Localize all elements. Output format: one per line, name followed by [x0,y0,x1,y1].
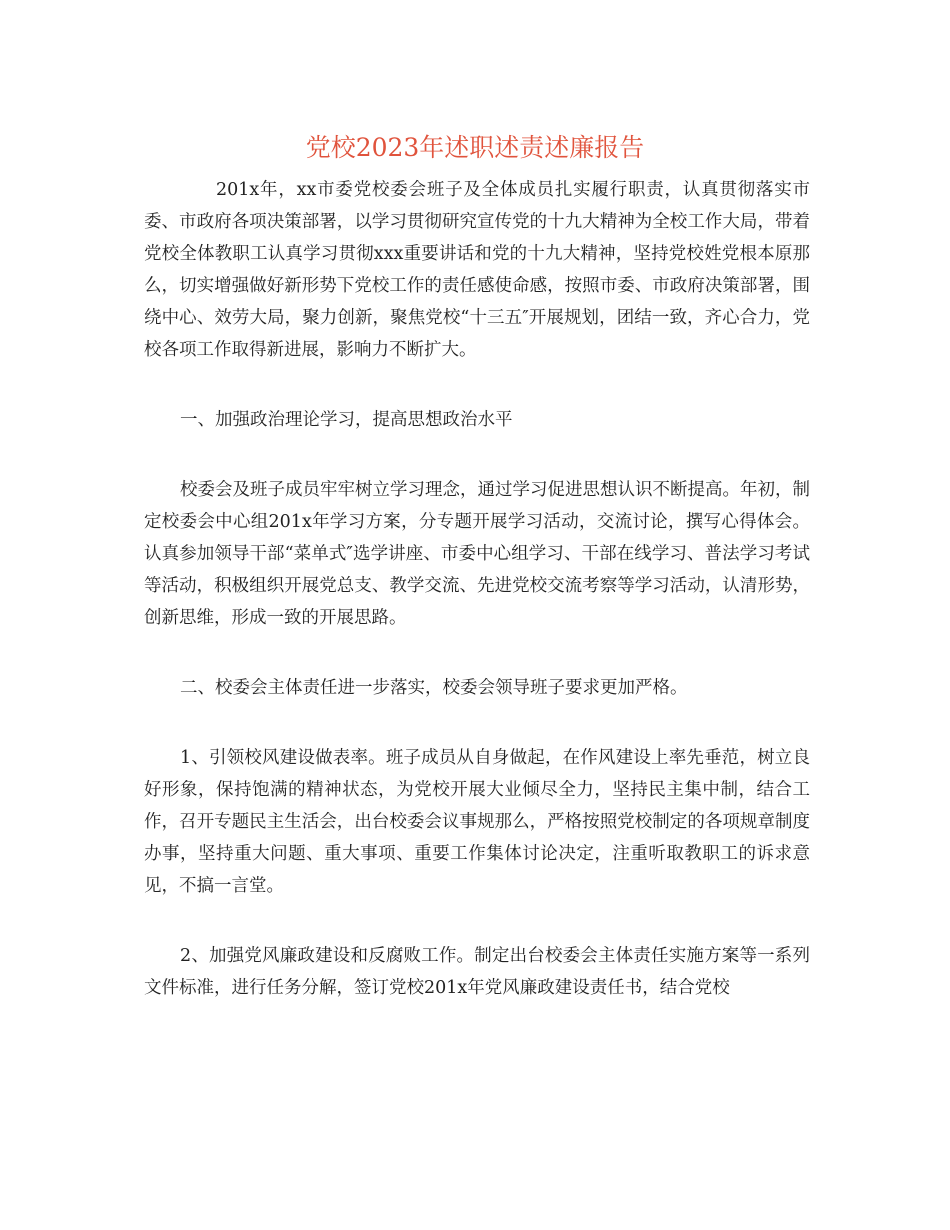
section-2-item-2-paragraph: 2、加强党风廉政建设和反腐败工作。制定出台校委会主体责任实施方案等一系列文件标准，进行任务分解，签订党校201x年党风廉政建设责任书，结合党校 [144,946,810,998]
page-title: 党校2023年述职述责述廉报告 [305,133,645,162]
section-heading-2: 二、校委会主体责任进一步落实，校委会领导班子要求更加严格。 [180,678,688,698]
section-2-item-1-paragraph: 1、引领校风建设做表率。班子成员从自身做起，在作风建设上率先垂范，树立良好形象，保持饱满的精神状态，为党校开展大业倾尽全力，坚持民主集中制，结合工作，召开专题民主生活会，出台校委会议事规那么，严格按照党校制定的各项规章制度办事，坚持重大问题、重大事项、重要工作集体讨论决定，注重听取教职工的诉求意见，不搞一言堂。 [144,748,810,896]
document-body [144,174,810,1042]
section-heading-1: 一、加强政治理论学习，提高思想政治水平 [180,410,513,430]
intro-paragraph: 201x年，xx市委党校委会班子及全体成员扎实履行职责，认真贯彻落实市委、市政府各项决策部署，以学习贯彻研究宣传党的十九大精神为全校工作大局，带着党校全体教职工认真学习贯彻xxx重要讲话和党的十九大精神，坚持党校姓党根本原那么，切实增强做好新形势下党校工作的责任感使命感，按照市委、市政府决策部署，围绕中心、效劳大局，聚力创新，聚焦党校“十三五″开展规划，团结一致，齐心合力，党校各项工作取得新进展，影响力不断扩大。 [144,180,810,360]
section-1-paragraph: 校委会及班子成员牢牢树立学习理念，通过学习促进思想认识不断提高。年初，制定校委会中心组201x年学习方案，分专题开展学习活动，交流讨论，撰写心得体会。认真参加领导干部“菜单式″选学讲座、市委中心组学习、干部在线学习、普法学习考试等活动，积极组织开展党总支、教学交流、先进党校交流考察等学习活动，认清形势，创新思维，形成一致的开展思路。 [144,480,810,628]
